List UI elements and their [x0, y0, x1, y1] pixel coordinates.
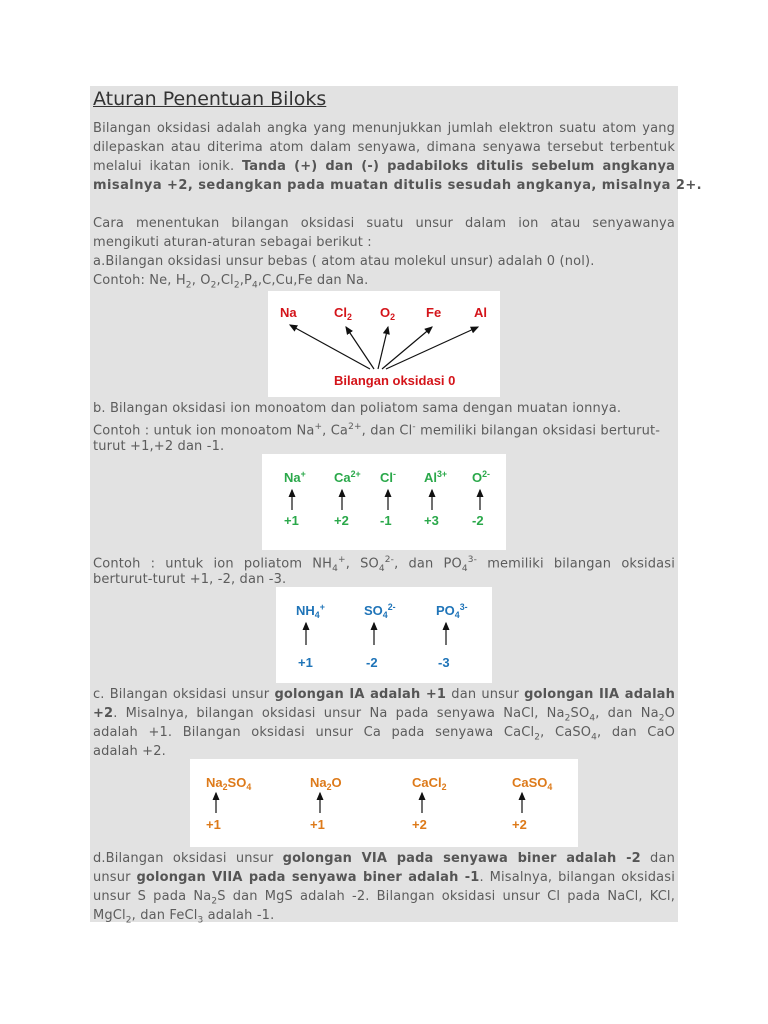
oxidation-value: +1	[298, 655, 313, 670]
txt: unsur	[93, 870, 131, 885]
txt: memiliki bilangan oksidasi berturut-	[415, 423, 661, 439]
rules-intro-line-2: mengikuti aturan-aturan sebagai berikut :	[93, 235, 372, 250]
pointer-arrow	[346, 327, 374, 369]
txt: , CaSO	[540, 725, 592, 740]
sup: +	[314, 422, 323, 432]
intro-line-2: dilepaskan atau diterima atom dalam senyawa, dimana senyawa tersebut terbentuk	[93, 140, 675, 155]
polyatomic-ion-label: $SO_4^{2-}$	[364, 602, 396, 620]
txt: , dan PO	[394, 556, 462, 572]
sub: 2	[233, 280, 240, 291]
sub: 4	[461, 563, 468, 574]
figure-group-ia-iia	[190, 759, 578, 847]
oxidation-value: -1	[380, 513, 392, 528]
compound-label: CaCl$_2$	[412, 775, 447, 792]
compound-label: $Na_2O$	[310, 775, 342, 792]
bold: golongan IA adalah +1	[274, 687, 447, 702]
ion-label: $Ca^{2+}$	[334, 469, 361, 485]
txt: ,P	[239, 273, 252, 288]
txt: , Ca	[322, 423, 349, 439]
oxidation-value: +2	[512, 817, 527, 832]
oxidation-value: -3	[438, 655, 450, 670]
bold: golongan VIA pada senyawa biner adalah -2	[282, 851, 641, 866]
txt: , O	[191, 273, 211, 288]
txt: S dan MgS adalah -2. Bilangan oksidasi unsur Cl pada NaCl, KCl,	[217, 889, 675, 904]
intro-line-4: misalnya +2, sedangkan pada muatan ditulis sesudah angkanya, misalnya 2+.	[93, 178, 703, 193]
txt: Contoh: Ne, H	[93, 273, 186, 288]
compound-label: $Na_2SO_4$	[206, 775, 252, 792]
ion-label: $Al^{3+}$	[424, 469, 448, 485]
element-label-fe: Fe	[426, 305, 442, 320]
element-label-o: $O_2$	[380, 305, 396, 322]
txt: , SO	[345, 556, 379, 572]
txt: c. Bilangan oksidasi unsur	[93, 687, 270, 702]
sub: 4	[251, 280, 258, 291]
rule-b2-line-2: berturut-turut +1, -2, dan -3.	[93, 572, 287, 587]
rule-d-line-1	[93, 849, 675, 868]
sup: 2-	[384, 555, 395, 565]
pointer-arrow	[386, 327, 478, 369]
txt: , dan Cl	[361, 423, 413, 439]
sub: 4	[378, 563, 385, 574]
oxidation-value: +2	[334, 513, 349, 528]
txt: memiliki bilangan oksidasi	[477, 556, 675, 572]
ion-label: $O^{2-}$	[472, 469, 490, 485]
oxidation-value: -2	[366, 655, 378, 670]
txt: , dan CaO	[597, 725, 675, 740]
txt: Contoh : untuk ion monoatom Na	[93, 423, 315, 439]
sub: 4	[332, 563, 338, 574]
txt: . Misalnya, bilangan oksidasi unsur Na pada senyawa NaCl, Na	[113, 706, 565, 721]
txt: adalah -1.	[203, 908, 275, 923]
element-label-na: Na	[280, 305, 297, 320]
compound-label: CaSO$_4$	[512, 775, 553, 792]
txt: , dan Na	[595, 706, 659, 721]
oxidation-value: -2	[472, 513, 484, 528]
txt: dan	[650, 851, 675, 866]
intro-text: melalui ikatan ionik.	[93, 159, 235, 174]
txt: d.Bilangan oksidasi unsur	[93, 851, 274, 866]
figure-monoatomic-ions	[262, 454, 506, 550]
sub: 2	[185, 280, 192, 291]
sub: 3	[197, 915, 204, 926]
sub: 2	[658, 713, 665, 724]
pointer-arrow	[378, 327, 388, 369]
txt: ,Cl	[216, 273, 234, 288]
oxidation-value: +1	[310, 817, 325, 832]
sub: 4	[591, 732, 597, 743]
txt: SO	[570, 706, 590, 721]
figure-a-caption: Bilangan oksidasi 0	[334, 373, 456, 388]
txt: . Misalnya, bilangan oksidasi	[479, 870, 675, 885]
sub: 2	[125, 915, 132, 926]
txt: MgCl	[93, 908, 126, 923]
figure-polyatomic-ions	[276, 587, 492, 683]
rule-c-line-1	[93, 685, 675, 704]
sup: 3-	[467, 555, 478, 565]
figure-free-elements	[268, 291, 500, 397]
txt: dan unsur	[451, 687, 519, 702]
oxidation-value: +1	[206, 817, 221, 832]
oxidation-value: +2	[412, 817, 427, 832]
txt: ,C,Cu,Fe dan Na.	[257, 273, 369, 288]
pointer-arrow	[290, 325, 370, 369]
rule-d-line-2	[93, 868, 675, 887]
sup: 2+	[348, 422, 362, 432]
sup: -	[412, 422, 416, 432]
rule-a-text: a.Bilangan oksidasi unsur bebas ( atom atau molekul unsur) adalah 0 (nol).	[93, 254, 595, 269]
ion-label: Cl-	[380, 469, 396, 485]
rules-intro-line-1: Cara menentukan bilangan oksidasi suatu unsur dalam ion atau senyawanya	[93, 216, 675, 231]
sub: 2	[210, 280, 217, 291]
rule-c-line-4: adalah +2.	[93, 744, 166, 759]
polyatomic-ion-label: $PO_4^{3-}$	[436, 602, 468, 620]
bold: golongan IIA adalah	[524, 687, 676, 702]
sub: 4	[589, 713, 596, 724]
txt: adalah +1. Bilangan oksidasi unsur Ca pada senyawa CaCl	[93, 725, 535, 740]
txt: O	[664, 706, 675, 721]
sub: 2	[534, 732, 541, 743]
txt: Contoh : untuk ion poliatom NH	[93, 556, 333, 572]
txt: unsur S pada Na	[93, 889, 212, 904]
oxidation-value: +1	[284, 513, 299, 528]
pointer-arrow	[382, 327, 432, 369]
sup: +	[338, 555, 346, 565]
sub: 2	[211, 896, 218, 907]
polyatomic-ion-label: $NH_4^+$	[296, 602, 325, 620]
intro-line-1: Bilangan oksidasi adalah angka yang menunjukkan jumlah elektron suatu atom yang	[93, 121, 675, 136]
element-label-cl: $Cl_2$	[334, 305, 352, 322]
rule-b-text: b. Bilangan oksidasi ion monoatom dan poliatom sama dengan muatan ionnya.	[93, 401, 622, 416]
sub: 2	[564, 713, 571, 724]
rule-d-line-4	[93, 906, 675, 931]
intro-bold: Tanda (+) dan (-) padabiloks ditulis sebelum angkanya	[241, 159, 675, 174]
ion-label: Na+	[284, 469, 306, 485]
bold: golongan VIIA pada senyawa biner adalah -1	[136, 870, 480, 885]
txt: , dan FeCl	[131, 908, 198, 923]
element-label-al: Al	[474, 305, 487, 320]
bold: +2	[93, 706, 114, 721]
rule-b-line-3: turut +1,+2 dan -1.	[93, 439, 225, 454]
oxidation-value: +3	[424, 513, 439, 528]
intro-line-3	[93, 157, 675, 176]
page-title: Aturan Penentuan Biloks	[93, 88, 327, 110]
